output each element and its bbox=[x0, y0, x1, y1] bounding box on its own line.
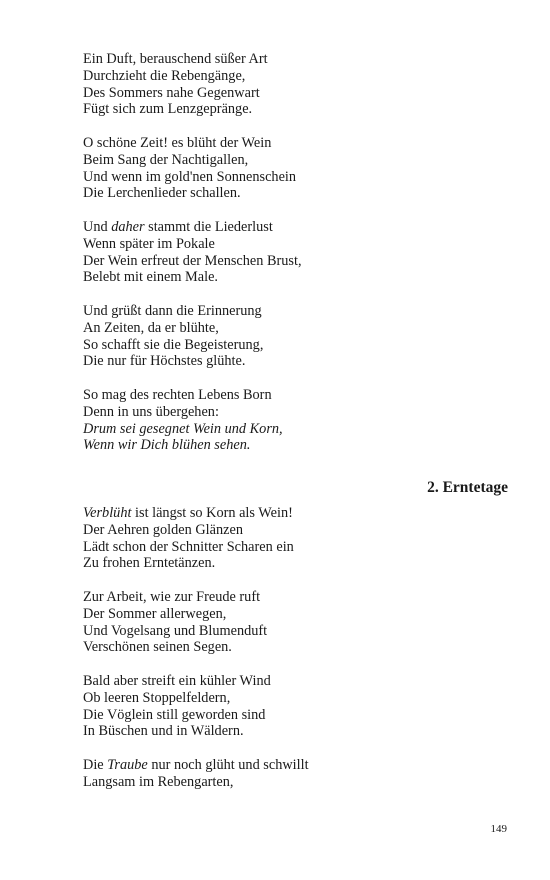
text-segment: Die Vöglein still geworden sind bbox=[83, 706, 266, 723]
verse-line bbox=[83, 606, 483, 623]
stanza bbox=[83, 387, 483, 454]
stanza bbox=[83, 51, 483, 118]
verse-line bbox=[83, 236, 483, 253]
verse-line bbox=[83, 437, 483, 454]
text-segment: stammt die Liederlust bbox=[144, 219, 273, 235]
text-segment: Zur Arbeit, wie zur Freude ruft bbox=[83, 589, 261, 605]
verse-line bbox=[83, 404, 483, 421]
text-segment: Fügt sich zum Lenzgepränge. bbox=[83, 101, 253, 118]
text-segment: Der Sommer allerwegen, bbox=[83, 605, 227, 622]
text-segment: Der Aehren golden Glänzen bbox=[83, 521, 243, 538]
verse-line bbox=[83, 555, 483, 572]
text-segment: Wenn später im Pokale bbox=[83, 235, 215, 252]
verse-line bbox=[83, 707, 483, 724]
verse-line bbox=[83, 85, 483, 102]
verse-line bbox=[83, 169, 483, 186]
text-segment: Lädt schon der Schnitter Scharen ein bbox=[83, 538, 294, 555]
italic-text: Traube bbox=[107, 757, 148, 773]
text-segment: In Büschen und in Wäldern. bbox=[83, 723, 244, 740]
text-segment: Verschönen seinen Segen. bbox=[83, 639, 232, 656]
text-segment: Ob leeren Stoppelfeldern, bbox=[83, 689, 231, 706]
italic-text: Drum sei gesegnet Wein und Korn, bbox=[83, 420, 283, 437]
verse-line bbox=[83, 303, 483, 320]
verse-line bbox=[83, 337, 483, 354]
text-segment: ist längst so Korn als Wein! bbox=[131, 505, 293, 521]
verse-line bbox=[83, 505, 483, 522]
verse-line bbox=[83, 757, 483, 774]
verse-line bbox=[83, 639, 483, 656]
text-segment: Beim Sang der Nachtigallen, bbox=[83, 151, 249, 168]
stanza bbox=[83, 135, 483, 202]
stanza bbox=[83, 757, 483, 791]
verse-line bbox=[83, 673, 483, 690]
text-segment: So schafft sie die Begeisterung, bbox=[83, 336, 264, 353]
stanza bbox=[83, 303, 483, 370]
text-segment: So mag des rechten Lebens Born bbox=[83, 387, 272, 403]
text-segment: Und bbox=[83, 219, 112, 235]
text-segment: Des Sommers nahe Gegenwart bbox=[83, 84, 260, 101]
stanza bbox=[83, 505, 483, 572]
verse-line bbox=[83, 353, 483, 370]
verse-line bbox=[83, 320, 483, 337]
verse-line bbox=[83, 387, 483, 404]
text-segment: Bald aber streift ein kühler Wind bbox=[83, 673, 271, 689]
text-segment: An Zeiten, da er blühte, bbox=[83, 319, 219, 336]
text-segment: Durchzieht die Rebengänge, bbox=[83, 67, 246, 84]
verse-line bbox=[83, 185, 483, 202]
verse-line bbox=[83, 539, 483, 556]
verse-line bbox=[83, 421, 483, 438]
text-segment: O schöne Zeit! es blüht der Wein bbox=[83, 135, 272, 151]
section-heading: 2. Erntetage bbox=[427, 479, 508, 496]
text-segment: Zu frohen Erntetänzen. bbox=[83, 555, 216, 572]
verse-line bbox=[83, 135, 483, 152]
italic-text: Verblüht bbox=[83, 505, 132, 521]
verse-line bbox=[83, 269, 483, 286]
text-segment: Und wenn im gold'nen Sonnenschein bbox=[83, 168, 297, 185]
text-segment: Und grüßt dann die Erinnerung bbox=[83, 303, 262, 319]
text-segment: Langsam im Rebengarten, bbox=[83, 773, 234, 790]
stanza bbox=[83, 219, 483, 286]
page-number: 149 bbox=[490, 823, 507, 835]
verse-line bbox=[83, 101, 483, 118]
text-segment: Ein Duft, berauschend süßer Art bbox=[83, 51, 268, 67]
text-segment: Die nur für Höchstes glühte. bbox=[83, 353, 246, 370]
text-segment: Der Wein erfreut der Menschen Brust, bbox=[83, 252, 302, 269]
text-segment: Die bbox=[83, 757, 108, 773]
verse-line bbox=[83, 623, 483, 640]
text-segment: Die Lerchenlieder schallen. bbox=[83, 185, 241, 202]
stanza bbox=[83, 589, 483, 656]
verse-line bbox=[83, 522, 483, 539]
verse-line bbox=[83, 589, 483, 606]
verse-line bbox=[83, 68, 483, 85]
stanza bbox=[83, 673, 483, 740]
text-segment: Belebt mit einem Male. bbox=[83, 269, 218, 286]
verse-line bbox=[83, 774, 483, 791]
verse-line bbox=[83, 690, 483, 707]
text-segment: nur noch glüht und schwillt bbox=[147, 757, 309, 773]
italic-text: daher bbox=[111, 219, 145, 235]
text-segment: Denn in uns übergehen: bbox=[83, 403, 219, 420]
verse-line bbox=[83, 219, 483, 236]
verse-line bbox=[83, 723, 483, 740]
verse-line bbox=[83, 152, 483, 169]
verse-line bbox=[83, 253, 483, 270]
italic-text: Wenn wir Dich blühen sehen. bbox=[83, 437, 251, 454]
verse-line bbox=[83, 51, 483, 68]
text-segment: Und Vogelsang und Blumenduft bbox=[83, 622, 268, 639]
